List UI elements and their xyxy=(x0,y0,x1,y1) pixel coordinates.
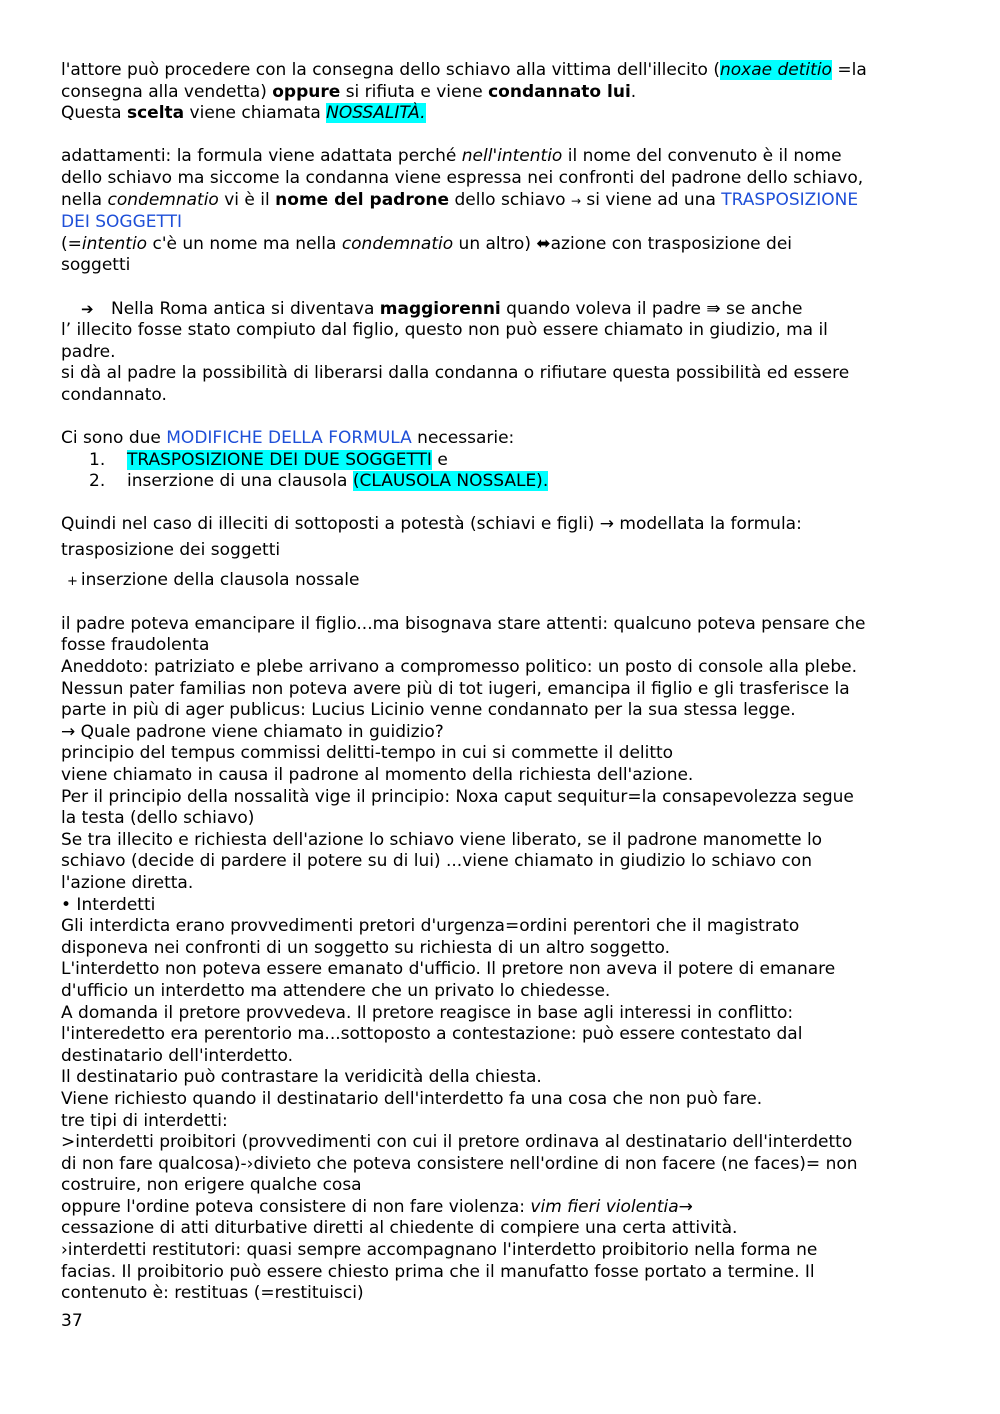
text-span: vi è il xyxy=(218,189,276,210)
text-span: e xyxy=(431,449,448,470)
blue-heading-term: MODIFICHE DELLA FORMULA xyxy=(166,428,412,449)
text-line xyxy=(61,1197,941,1219)
text-line: Il destinatario può contrastare la veridicità della chiesta. xyxy=(61,1067,542,1088)
text-line: Se tra illecito e richiesta dell'azione lo schiavo viene liberato, se il padrone manomette lo xyxy=(61,829,823,850)
text-span: oppure l'ordine poteva consistere di non fare violenza: xyxy=(61,1196,531,1217)
text-line: costruire, non erigere qualche cosa xyxy=(61,1175,362,1196)
text-line: l'azione diretta. xyxy=(61,872,194,893)
italic-term: condemnatio xyxy=(107,189,219,210)
list-number: 2. xyxy=(89,471,106,492)
highlighted-term: NOSSALITÀ. xyxy=(326,103,426,124)
italic-term: vim fieri violentia xyxy=(530,1196,679,1217)
text-line: il padre poteva emancipare il figlio...ma bisognava stare attenti: qualcuno poteva pensare che xyxy=(61,613,866,634)
text-span: inserzione della clausola nossale xyxy=(80,569,360,590)
list-item xyxy=(61,471,941,493)
plus-icon: + xyxy=(67,573,78,589)
text-line: di non fare qualcosa)-›divieto che poteva consistere nell'ordine di non facere (ne faces)= non xyxy=(61,1153,858,1174)
text-line: tre tipi di interdetti: xyxy=(61,1110,228,1131)
double-arrow-icon: ⬌ xyxy=(536,233,551,254)
text-span: Nella Roma antica si diventava xyxy=(111,298,380,319)
text-span: si rifiuta e viene xyxy=(340,81,489,102)
text-span: necessarie: xyxy=(411,428,515,449)
document-body xyxy=(61,60,941,1305)
text-line: Per il principio della nossalità vige il principio: Noxa caput sequitur=la consapevolezza segue xyxy=(61,786,854,807)
arrow-right-icon: → xyxy=(570,193,582,208)
text-line xyxy=(61,190,941,213)
text-line: dello schiavo ma siccome la condanna viene espressa nei confronti del padrone dello schiavo, xyxy=(61,167,864,188)
list-item xyxy=(61,450,941,472)
text-line: ›interdetti restitutori: quasi sempre accompagnano l'interdetto proibitorio nella forma ne xyxy=(61,1240,818,1261)
list-number: 1. xyxy=(89,449,106,470)
text-line xyxy=(61,146,941,168)
text-span: adattamenti: la formula viene adattata perché xyxy=(61,146,462,167)
text-line: si dà al padre la possibilità di liberarsi dalla condanna o rifiutare questa possibilità ed essere xyxy=(61,363,850,384)
text-span: il nome del convenuto è il nome xyxy=(562,146,842,167)
blue-heading-term: TRASPOSIZIONE xyxy=(721,189,859,210)
italic-term: condemnatio xyxy=(341,233,454,254)
bold-term: oppure xyxy=(272,81,341,102)
text-line xyxy=(61,234,941,256)
text-span: Questa xyxy=(61,103,127,124)
highlighted-term: noxae detitio xyxy=(720,60,832,80)
text-line: Nessun pater familias non poteva avere più di tot iugeri, emancipa il figlio e gli trasferisce la xyxy=(61,678,850,699)
text-span: inserzione di una clausola xyxy=(127,471,353,492)
text-span: si viene ad una xyxy=(581,189,722,210)
text-span: c'è un nome ma nella xyxy=(147,233,342,254)
text-span: consegna alla vendetta) xyxy=(61,81,273,102)
text-line: → Quale padrone viene chiamato in guidizio? xyxy=(61,721,444,742)
text-line: facias. Il proibitorio può essere chiesto prima che il manufatto fosse portato a termine. Il xyxy=(61,1261,815,1282)
text-line: condannato. xyxy=(61,384,167,405)
text-line: Quindi nel caso di illeciti di sottoposti a potestà (schiavi e figli) → modellata la formula: xyxy=(61,514,802,535)
text-span: l'attore può procedere con la consegna dello schiavo alla vittima dell'illecito ( xyxy=(61,60,720,80)
bold-term: maggiorenni xyxy=(379,298,501,319)
text-line xyxy=(61,103,941,125)
text-span: quando voleva il padre ⇛ se anche xyxy=(500,298,803,319)
text-line: Viene richiesto quando il destinatario dell'interdetto fa una cosa che non può fare. xyxy=(61,1088,763,1109)
text-line: fosse fraudolenta xyxy=(61,635,210,656)
text-span: . xyxy=(630,81,637,102)
italic-term: intentio xyxy=(81,233,148,254)
text-line: • Interdetti xyxy=(61,894,156,915)
text-line xyxy=(61,428,941,450)
text-span: =la xyxy=(831,60,867,80)
text-line: schiavo (decide di pardere il potere su di lui) ...viene chiamato in giudizio lo schiavo con xyxy=(61,851,812,872)
highlighted-term: TRASPOSIZIONE DEI DUE SOGGETTI xyxy=(127,449,432,470)
arrow-right-icon: → xyxy=(678,1196,693,1217)
bold-term: condannato lui xyxy=(488,81,631,102)
text-line: destinatario dell'interdetto. xyxy=(61,1045,294,1066)
text-line: disponeva nei confronti di un soggetto su richiesta di un altro soggetto. xyxy=(61,937,671,958)
text-line: viene chiamato in causa il padrone al momento della richiesta dell'azione. xyxy=(61,765,694,785)
text-span: azione con trasposizione dei xyxy=(550,233,792,254)
text-line: l’ illecito fosse stato compiuto dal figlio, questo non può essere chiamato in giudizio, ma il xyxy=(61,320,828,341)
bold-term: scelta xyxy=(126,103,185,124)
blue-heading-term: DEI SOGGETTI xyxy=(61,212,182,233)
text-line: contenuto è: restituas (=restituisci) xyxy=(61,1283,364,1304)
text-line xyxy=(61,60,941,82)
highlighted-term: (CLAUSOLA NOSSALE). xyxy=(352,471,549,492)
text-block xyxy=(61,614,941,1197)
text-line: parte in più di ager publicus: Lucius Licinio venne condannato per la sua stessa legge. xyxy=(61,700,796,721)
text-line xyxy=(61,82,941,104)
text-line: soggetti xyxy=(61,255,131,276)
text-line: cessazione di atti diturbative diretti al chiedente di compiere una certa attività. xyxy=(61,1218,738,1239)
text-span: dello schiavo xyxy=(449,189,571,210)
text-span: Ci sono due xyxy=(61,428,167,449)
text-line: d'ufficio un interdetto ma attendere che un privato lo chiedesse. xyxy=(61,980,611,1001)
text-span: nella xyxy=(61,189,108,210)
text-line: L'interdetto non poteva essere emanato d'ufficio. Il pretore non aveva il potere di emanare xyxy=(61,959,836,980)
bold-term: nome del padrone xyxy=(275,189,450,210)
text-line: l'interedetto era perentorio ma...sottoposto a contestazione: può essere contestato dal xyxy=(61,1024,803,1045)
text-line: >interdetti proibitori (provvedimenti con cui il pretore ordinava al destinatario dell'interdetto xyxy=(61,1132,853,1153)
text-line: Aneddoto: patriziato e plebe arrivano a compromesso politico: un posto di console alla plebe. xyxy=(61,657,857,678)
text-line xyxy=(61,570,941,593)
text-line xyxy=(61,299,941,321)
text-span: viene chiamata xyxy=(184,103,327,124)
text-line: A domanda il pretore provvedeva. Il pretore reagisce in base agli interessi in conflitto: xyxy=(61,1002,794,1023)
text-line: principio del tempus commissi delitti-tempo in cui si commette il delitto xyxy=(61,743,674,764)
text-line: trasposizione dei soggetti xyxy=(61,540,281,561)
italic-term: nell'intentio xyxy=(461,146,563,167)
arrow-bullet-icon: ➔ xyxy=(81,299,94,318)
text-span: (= xyxy=(61,233,82,254)
text-line: la testa (dello schiavo) xyxy=(61,808,255,829)
text-span: un altro) xyxy=(453,233,537,254)
page-number: 37 xyxy=(61,1311,83,1331)
text-line: Gli interdicta erano provvedimenti pretori d'urgenza=ordini perentori che il magistrato xyxy=(61,916,800,937)
text-line: padre. xyxy=(61,341,116,362)
